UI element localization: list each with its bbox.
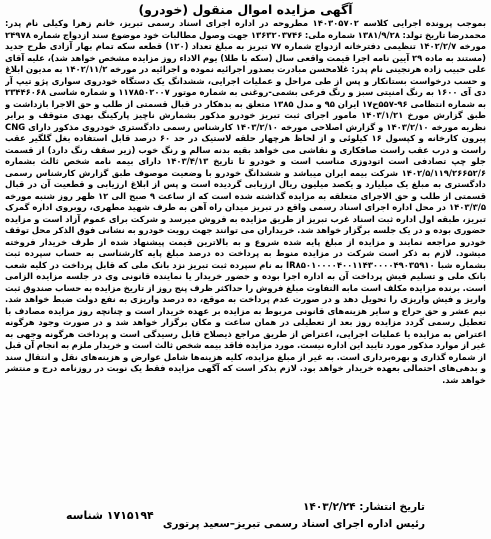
office-signature: رئیس اداره اجرای اسناد رسمی تبریز–سعید پرتوری [162, 518, 425, 530]
publish-date-label: تاریخ انتشار: [359, 501, 425, 513]
notice-footer [6, 497, 485, 533]
notice-title: آگهی مزایده اموال منقول (خودرو) [138, 2, 353, 17]
publish-date: ۱۴۰۳/۲/۲۴ [303, 501, 356, 513]
reference-number: ۱۷۱۵۱۹۴ شناسه [66, 509, 154, 522]
notice-body: بموجب پرونده اجرایی کلاسه ۱۴۰۳۰۵۷۰۲ مطروحه در اداره اجرای اسناد رسمی تبریز، خانم زهرا وکیلی نام پدر: محمدرضا تاریخ تولد: ۱۳۸۱/۹/۲۸ شماره ملی: ۱۳۶۳۲۰۳۷۴۶ جهت وصول مطالبات خود موضوع سند ازدواج شماره ۲۴۹۷۸ مورخه ۱۴۰۲/۲/۷ تنظیمی دفترخانه ازدواج شماره ۷۷ تبریز به مبلغ تعداد (۱۲۰) قطعه سکه تمام بهار آزادی طرح جدید (مستند به ماده ۲۹ آیین نامه اجرا قیمت واقعی سال (سکه با طلا) یوم الاداء روز مزایده مشخص خواهد شد)، علیه آقای علی حبیب زاده هرنجینی نام پدر: غلامحسن مبادرت بصدور اجرائیه نموده و اجرائیه در مورخه ۱۴۰۲/۱۱/۲ به مدیون ابلاغ و حسب درخواست بستانکار و پس از طی مراحل و عملیات اجرایی، ششدانگ یک دستگاه خودروی سواری پژو تیپ آر دی آی ۱۶۰۰ به رنگ امنیتی سبز و رنگ فرعی بشمی-روغنی به شماره موتور ۱۱۷۸۵۰۲۰۰۷ و شماره شاسی ۲۳۴۴۶۰۶۸ به شماره انتظامی ۹۶-۵۵۷ح۱۷ ایران ۹۵ و مدل ۱۳۸۵ متعلق به بدهکار در قبال قسمتی از طلب و حق الاجرا بازداشت و طبق گزارش مورخ ۱۴۰۳/۱/۲۱ مامور اجرای ثبت تبریز خودرو مذکور بشمارش ناچیز پارکینگ بهدی متوقف و برابر نظریه مورخه ۱۴۰۳/۲/۱۰ و گزارش اصلاحی مورخه ۱۴۰۳/۲/۱۰ کارشناس رسمی دادگستری خودروی مذکور دارای CNG پیرون کارخانه و کپسول ۱۶ کیلوئی و از لحاظ هرچهار حلقه لاستیک در حد ۶۰ درصد قابل استفاده بغل گلگیر عقب راست و درب عقب راست صافکاری و نقاشی می خواهد بقیه بدنه سالم و رنگ خوب (زیر سقف رنگ دارد) از قسمت جلو چپ تصادفی است اتودوزی مناسب است و خودرو تا تاریخ ۱۴۰۳/۴/۱۳ دارای بیمه نامه شخص ثالث بشماره ۱۴۰۲/۵/۱۱۹/۲۶۶۵۲/۶ شرکت بیمه ایران میباشد و ششدانگ خودرو با وضعیت موصوف طبق گزارش کارشناس رسمی دادگستری به مبلغ یک میلیارد و یکصد میلیون ریال ارزیابی گردیده است و پس از ابلاغ ارزیابی و قطعیت آن در قبال قسمتی از طلب و حق الاجرای متعلقه به مزایده گذاشته شده است که از ساعت ۹ صبح الی ۱۲ ظهر روز شنبه مورخه ۱۴۰۳/۳/۵ در محل اداره اجرای اسناد رسمی واقع در تبریز میدان راه آهن به طرف شهید مطهری، روبروی اداره گمرک تبریز، طبقه اول اداره ثبت اسناد غرب تبریز از طریق مزایده به فروش میرسد و شرکت برای عموم آزاد است و مزایده حضوری بوده و در یک جلسه برگزار خواهد شد. خریداران می توانند جهت رویت خودرو به نشانی فوق الذکر محل توقف خودرو مراجعه نمایند و مزایده از مبلغ پایه شده شروع و به بالاترین قیمت پیشنهاد شده از طرف خریدار فروخته میشود. لازم به ذکر است شرکت در مزایده منوط به پرداخت ده درصد مبلغ پایه کارشناسی به حساب سپرده ثبت بشماره شبا IR۸۵۰۱۰۰۰۰۴۰۰۱۱۴۳۰۰۰۰۴۹۰۳۵۹۱۰ به نام سپرده ثبت تبریز نزد بانک ملی که قابل پرداخت در کلیه شعب بانک ملی و تسلیم فیش پرداخت آن به اداره اجرا بوده و حضور خریدار یا نماینده قانونی وی در جلسه مزایده الزامی است. برنده مزایده مکلف است مابه التفاوت مبلغ فروش را حداکثر ظرف پنج روز از تاریخ مزایده به حساب صندوق ثبت واریز و فیش واریزی را تحویل دهد و در صورت عدم پرداخت به موقع، ده درصد واریزی به نفع دولت ضبط خواهد شد. نیم عشر و حق حراج و سایر هزینه‌های قانونی مربوط به مزایده بر عهده خریدار است و چنانچه روز مزایده مصادف با تعطیل رسمی گردد مزایده روز بعد از تعطیلی در همان ساعت و مکان برگزار خواهد شد و در صورت وجود هرگونه اعتراض به مزایده یا عملیات اجرایی، اعتراض از طریق مراجع ذیصلاح قابل رسیدگی است و پرداخت هرگونه وجهی به غیر از موارد مذکور مورد تایید این اداره نیست. مورد مزایده فاقد بیمه شخص ثالث است و خریدار ملزم به انجام آن قبل از شماره گذاری و بهره‌برداری است. به غیر از مبلغ مزایده، کلیه هزینه‌ها شامل عوارض و هزینه‌های نقل و انتقال سند و بدهی‌های احتمالی بعهده خریدار خواهد بود. لازم بذکر است که آگهی مزایده فقط یک نوبت در روزنامه درج و منتشر خواهد شد. [5, 18, 486, 385]
publish-date-line [303, 501, 425, 513]
